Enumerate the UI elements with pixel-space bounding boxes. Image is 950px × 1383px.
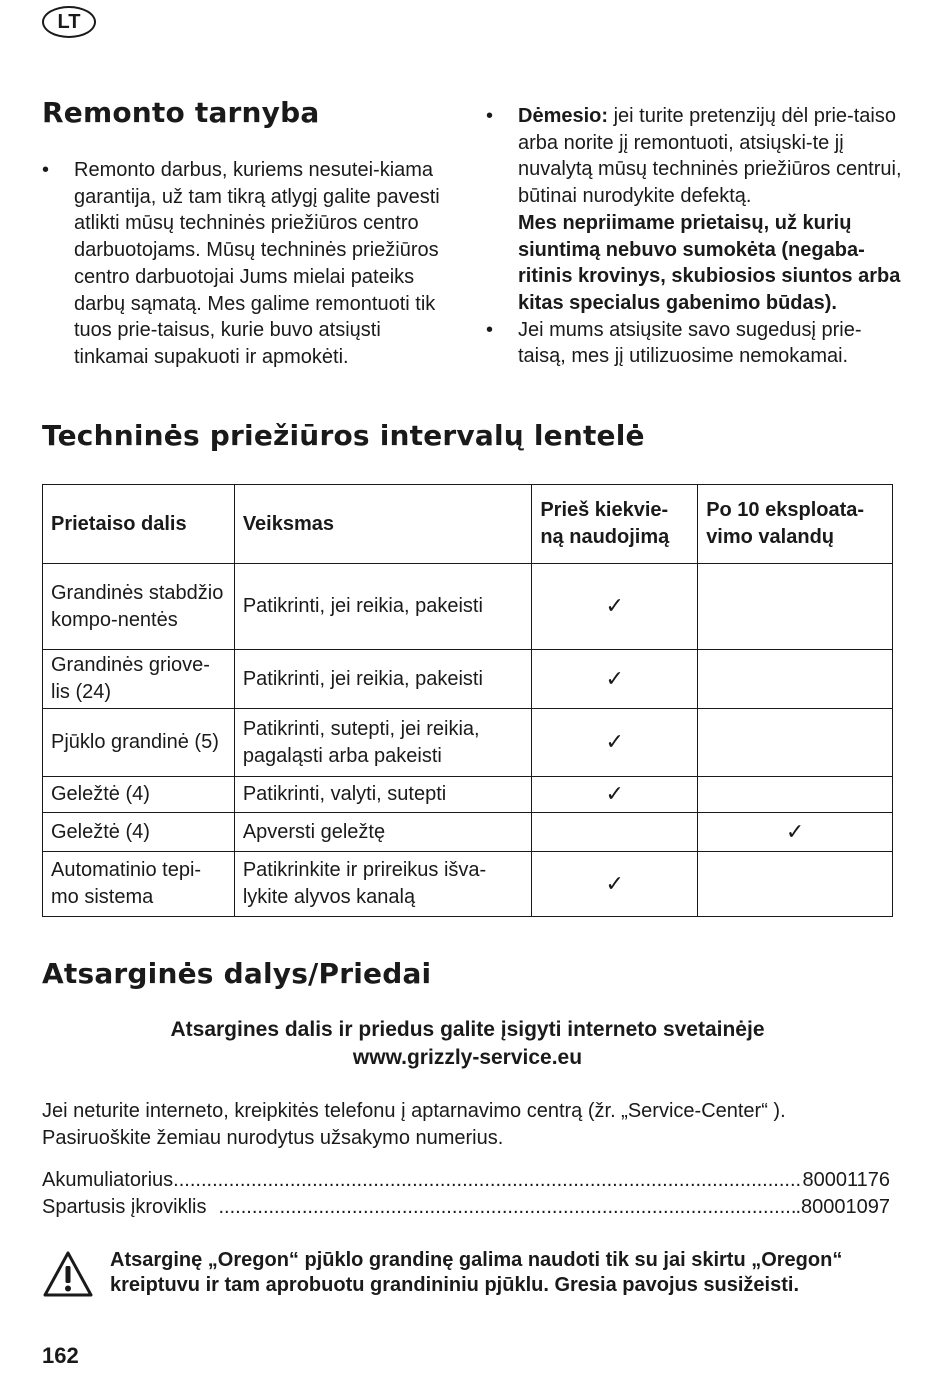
service-bullet-disposal: • Jei mums atsiųsite savo sugedusį prie-taisą, mes jį utilizuosime nemokamai. (486, 317, 906, 370)
check-icon: ✓ (532, 650, 698, 709)
leader-dots (218, 1194, 795, 1221)
table-row (43, 777, 893, 813)
table-row (43, 813, 893, 852)
cell-empty (698, 709, 893, 777)
check-icon: ✓ (532, 564, 698, 650)
spares-order-hint: Pasiruoškite žemiau nurodytus užsakymo numerius. (42, 1127, 504, 1149)
service-heading: Remonto tarnyba (42, 96, 320, 129)
header-before-use: Prieš kiekvie-ną naudojimą (532, 485, 698, 564)
cell-part: Grandinės stabdžio kompo-nentės (43, 564, 235, 650)
order-item-name: Akumuliatorius (42, 1169, 174, 1191)
cell-action: Patikrinti, jei reikia, pakeisti (234, 650, 532, 709)
language-badge: LT (42, 6, 96, 38)
maintenance-heading: Techninės priežiūros intervalų lentelė (42, 419, 645, 452)
warning-text: Atsarginę „Oregon“ pjūklo grandinę galima naudoti tik su jai skirtu „Oregon“ kreiptuvu ir tam aprobuotu grandininiu pjūklu. Gresia pavojus susižeisti. (110, 1249, 843, 1296)
order-item-charger (42, 1194, 890, 1221)
page-number: 162 (42, 1343, 79, 1368)
service-bullet-attention (486, 103, 906, 317)
cell-empty (698, 650, 893, 709)
header-action: Veiksmas (234, 485, 532, 564)
cell-action: Patikrinti, sutepti, jei reikia, pagaląsti arba pakeisti (234, 709, 532, 777)
attention-label: Dėmesio: (518, 105, 609, 127)
service-right-column (486, 103, 906, 370)
attention-bold-notice: Mes nepriimame prietaisų, už kurių siuntimą nebuvo sumokėta (negaba-ritinis krovinys, skubiosios siuntos arba kitas specialus gabenimo būdas). (518, 211, 901, 314)
attention-text: jei turite pretenzijų dėl prie-taiso arba norite jį remontuoti, atsiųski-te jį nuvalytą mūsų techninės priežiūros centrui, būtinai nurodykite defektą. (518, 105, 902, 208)
table-row (43, 650, 893, 709)
table-header-row (43, 485, 893, 564)
order-item-number: 80001176 (802, 1169, 890, 1191)
header-part: Prietaiso dalis (43, 485, 235, 564)
table-row (43, 852, 893, 917)
cell-part: Geležtė (4) (43, 777, 235, 813)
cell-action: Apversti geležtę (234, 813, 532, 852)
service-left-column (42, 157, 442, 371)
cell-action: Patikrinkite ir prireikus išva-lykite alyvos kanalą (234, 852, 532, 917)
warning-triangle-icon (42, 1250, 94, 1298)
order-item-name: Spartusis įkroviklis (42, 1196, 207, 1218)
spares-website[interactable]: www.grizzly-service.eu (352, 1046, 583, 1069)
cell-part: Geležtė (4) (43, 813, 235, 852)
check-icon: ✓ (698, 813, 893, 852)
check-icon: ✓ (532, 777, 698, 813)
check-icon: ✓ (532, 709, 698, 777)
table-row (43, 709, 893, 777)
order-item-battery (42, 1167, 890, 1194)
maintenance-table (42, 484, 893, 917)
cell-empty (532, 813, 698, 852)
check-icon: ✓ (532, 852, 698, 917)
cell-part: Automatinio tepi-mo sistema (43, 852, 235, 917)
cell-empty (698, 777, 893, 813)
cell-action: Patikrinti, valyti, sutepti (234, 777, 532, 813)
cell-empty (698, 852, 893, 917)
cell-empty (698, 564, 893, 650)
cell-part: Pjūklo grandinė (5) (43, 709, 235, 777)
leader-dots (173, 1167, 802, 1194)
order-item-number: .80001097 (795, 1196, 890, 1218)
spares-phone-line: Jei neturite interneto, kreipkitės telefonu į aptarnavimo centrą (žr. „Service-Center“ ). (42, 1100, 786, 1122)
cell-part: Grandinės griove-lis (24) (43, 650, 235, 709)
spares-online-line: Atsargines dalis ir priedus galite įsigyti interneto svetainėje (170, 1018, 765, 1041)
service-bullet-repair: • Remonto darbus, kuriems nesutei-kiama garantija, už tam tikrą atlygį galite pavesti atlikti mūsų techninės priežiūros centro darbuotojams. Mūsų techninės priežiūros centro darbuotojai Jums mielai pateiks darbų sąmatą. Mes galime remontuoti tik tuos prie-taisus, kurie buvo atsiųsti tinkamai supakuoti ir apmokėti. (42, 157, 442, 371)
spares-heading: Atsarginės dalys/Priedai (42, 957, 432, 990)
header-after-10h: Po 10 eksploata-vimo valandų (698, 485, 893, 564)
table-row (43, 564, 893, 650)
cell-action: Patikrinti, jei reikia, pakeisti (234, 564, 532, 650)
